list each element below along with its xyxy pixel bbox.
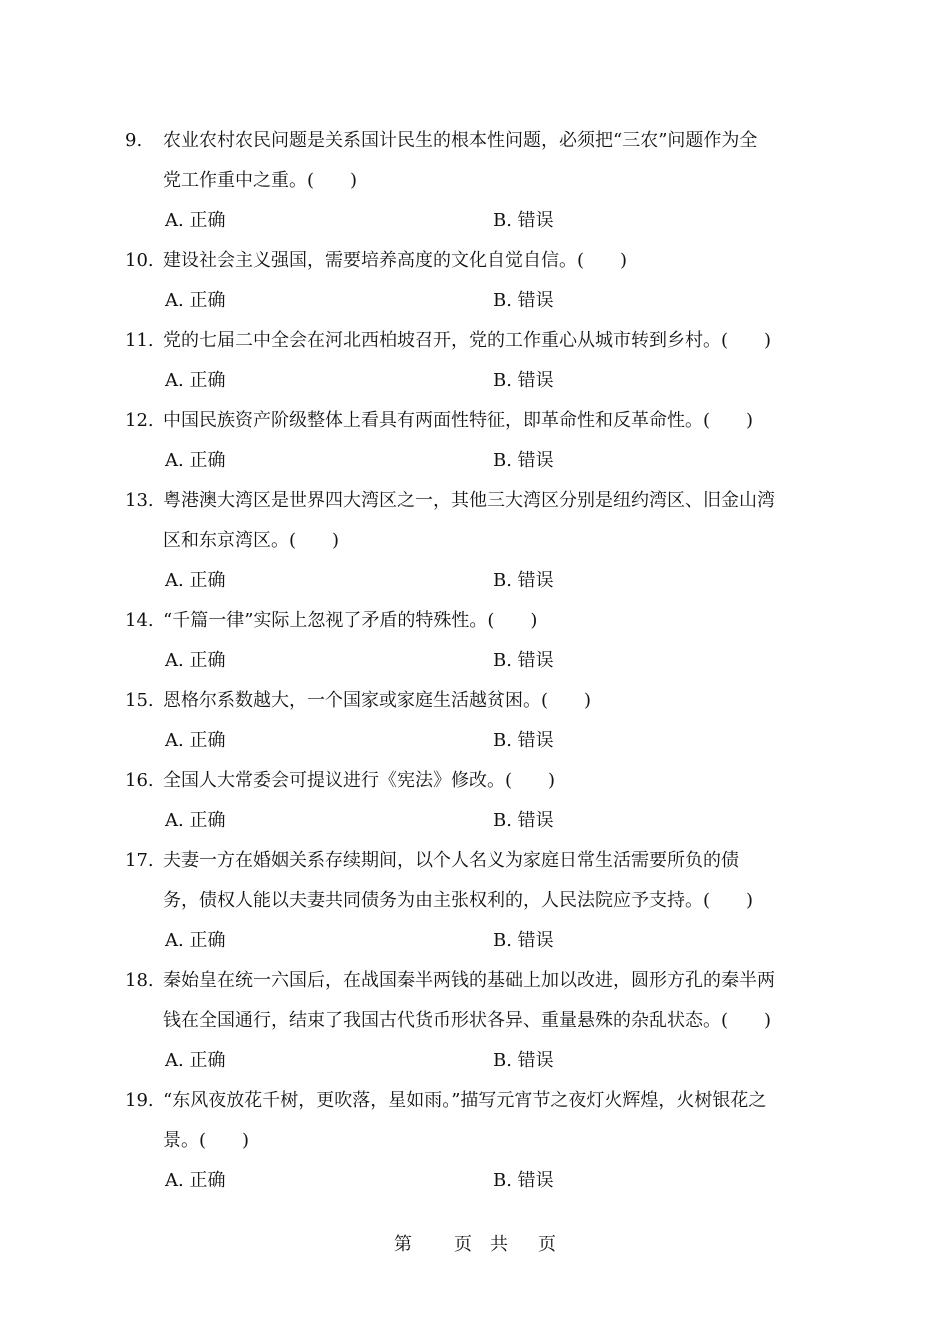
- question-text: 全国人大常委会可提议进行《宪法》修改。( ): [163, 770, 556, 791]
- question-line: [125, 601, 830, 641]
- question-text: “东风夜放花千树，更吹落，星如雨。”描写元宵节之夜灯火辉煌，火树银花之: [163, 1090, 767, 1111]
- option-a-correct: A. 正确: [165, 1170, 226, 1191]
- page-footer: [0, 1230, 950, 1260]
- question-item: [125, 841, 830, 961]
- footer-ye2: 页: [538, 1234, 556, 1255]
- footer-gong: 共: [490, 1234, 508, 1255]
- answer-options: [125, 641, 830, 681]
- answer-options: [125, 441, 830, 481]
- question-line: [125, 241, 830, 281]
- option-b-wrong: B. 错误: [493, 810, 554, 831]
- question-number: 12.: [125, 410, 154, 431]
- footer-di: 第: [394, 1234, 412, 1255]
- option-b-wrong: B. 错误: [493, 650, 554, 671]
- question-text: 秦始皇在统一六国后，在战国秦半两钱的基础上加以改进，圆形方孔的秦半两: [163, 970, 775, 991]
- option-a-correct: A. 正确: [165, 570, 226, 591]
- question-item: [125, 121, 830, 241]
- question-number: 14.: [125, 610, 154, 631]
- question-list: [125, 121, 830, 1201]
- question-item: [125, 401, 830, 481]
- question-text: 建设社会主义强国，需要培养高度的文化自觉自信。( ): [163, 250, 628, 271]
- question-number: 19.: [125, 1090, 154, 1111]
- footer-ye: 页: [454, 1234, 472, 1255]
- option-b-wrong: B. 错误: [493, 1050, 554, 1071]
- option-a-correct: A. 正确: [165, 290, 226, 311]
- question-text: 恩格尔系数越大，一个国家或家庭生活越贫困。( ): [163, 690, 592, 711]
- question-text-continued: 景。( ): [163, 1130, 250, 1151]
- question-line: [125, 121, 830, 161]
- question-item: [125, 1081, 830, 1201]
- question-text: 党的七届二中全会在河北西柏坡召开，党的工作重心从城市转到乡村。( ): [163, 330, 772, 351]
- answer-options: [125, 201, 830, 241]
- question-text: “千篇一律”实际上忽视了矛盾的特殊性。( ): [163, 610, 538, 631]
- option-a-correct: A. 正确: [165, 450, 226, 471]
- question-text-continued: 党工作重中之重。( ): [163, 170, 358, 191]
- question-line: [125, 681, 830, 721]
- option-a-correct: A. 正确: [165, 1050, 226, 1071]
- question-line: [125, 961, 830, 1001]
- question-number: 15.: [125, 690, 154, 711]
- question-item: [125, 961, 830, 1081]
- option-a-correct: A. 正确: [165, 930, 226, 951]
- answer-options: [125, 561, 830, 601]
- question-item: [125, 761, 830, 841]
- option-b-wrong: B. 错误: [493, 570, 554, 591]
- question-text: 农业农村农民问题是关系国计民生的根本性问题，必须把“三农”问题作为全: [163, 130, 758, 151]
- answer-options: [125, 921, 830, 961]
- option-a-correct: A. 正确: [165, 370, 226, 391]
- question-number: 10.: [125, 250, 154, 271]
- answer-options: [125, 721, 830, 761]
- question-line: [125, 761, 830, 801]
- option-b-wrong: B. 错误: [493, 730, 554, 751]
- option-a-correct: A. 正确: [165, 810, 226, 831]
- option-b-wrong: B. 错误: [493, 450, 554, 471]
- option-b-wrong: B. 错误: [493, 1170, 554, 1191]
- question-number: 18.: [125, 970, 154, 991]
- question-line: [125, 1081, 830, 1121]
- question-line: [125, 481, 830, 521]
- question-item: [125, 481, 830, 601]
- question-line: [125, 321, 830, 361]
- question-number: 17.: [125, 850, 154, 871]
- question-number: 9.: [125, 130, 143, 151]
- question-item: [125, 241, 830, 321]
- answer-options: [125, 1041, 830, 1081]
- question-number: 11.: [125, 330, 154, 351]
- question-text-continued: 钱在全国通行，结束了我国古代货币形状各异、重量悬殊的杂乱状态。( ): [163, 1010, 772, 1031]
- option-b-wrong: B. 错误: [493, 210, 554, 231]
- question-item: [125, 601, 830, 681]
- question-text-continued: 务，债权人能以夫妻共同债务为由主张权利的，人民法院应予支持。( ): [163, 890, 754, 911]
- question-text: 夫妻一方在婚姻关系存续期间，以个人名义为家庭日常生活需要所负的债: [163, 850, 739, 871]
- question-item: [125, 681, 830, 761]
- option-a-correct: A. 正确: [165, 650, 226, 671]
- question-number: 16.: [125, 770, 154, 791]
- question-line: [125, 401, 830, 441]
- option-b-wrong: B. 错误: [493, 930, 554, 951]
- answer-options: [125, 1161, 830, 1201]
- question-text: 中国民族资产阶级整体上看具有两面性特征，即革命性和反革命性。( ): [163, 410, 754, 431]
- option-b-wrong: B. 错误: [493, 290, 554, 311]
- question-number: 13.: [125, 490, 154, 511]
- option-a-correct: A. 正确: [165, 730, 226, 751]
- answer-options: [125, 281, 830, 321]
- option-b-wrong: B. 错误: [493, 370, 554, 391]
- question-line: [125, 841, 830, 881]
- question-item: [125, 321, 830, 401]
- answer-options: [125, 361, 830, 401]
- question-text: 粤港澳大湾区是世界四大湾区之一，其他三大湾区分别是纽约湾区、旧金山湾: [163, 490, 775, 511]
- answer-options: [125, 801, 830, 841]
- option-a-correct: A. 正确: [165, 210, 226, 231]
- question-text-continued: 区和东京湾区。( ): [163, 530, 340, 551]
